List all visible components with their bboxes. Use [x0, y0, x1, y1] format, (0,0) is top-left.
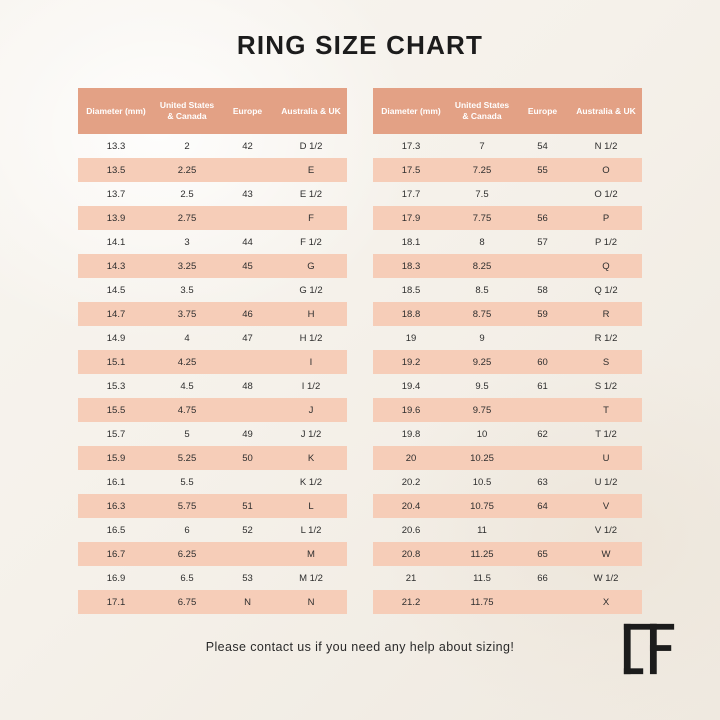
table-cell: 10	[476, 428, 488, 440]
table-cell: 15.3	[106, 380, 126, 392]
table-cell: 46	[220, 302, 275, 326]
table-cell	[220, 350, 275, 374]
table-row	[373, 158, 642, 182]
table-row	[78, 134, 347, 158]
table-row	[373, 230, 642, 254]
table-row	[373, 302, 642, 326]
table-cell: 13.5	[78, 158, 154, 182]
table-cell: 48	[242, 380, 253, 392]
table-cell: 19.2	[373, 350, 449, 374]
table-cell: 14.7	[78, 302, 154, 326]
table-cell: 56	[515, 206, 570, 230]
table-cell: 9.5	[475, 380, 489, 392]
table-cell: 15.1	[78, 350, 154, 374]
table-row	[373, 518, 642, 542]
table-cell: X	[570, 590, 642, 614]
table-cell: 66	[537, 572, 548, 584]
table-row	[78, 494, 347, 518]
table-row	[78, 350, 347, 374]
table-cell: 18.3	[373, 254, 449, 278]
table-cell: 53	[242, 572, 253, 584]
table-cell: S	[570, 350, 642, 374]
table-cell: 7.75	[449, 206, 515, 230]
table-cell: 19.4	[401, 380, 421, 392]
table-cell	[515, 518, 570, 542]
table-cell: P 1/2	[594, 236, 617, 248]
table-cell: 3.75	[154, 302, 220, 326]
table-cell: 3.5	[180, 284, 194, 296]
table-row	[373, 470, 642, 494]
column-header-australia-uk: Australia & UK	[570, 88, 642, 134]
table-row	[373, 254, 642, 278]
table-cell: 2.5	[180, 188, 194, 200]
column-header-europe: Europe	[220, 88, 275, 134]
table-cell: 55	[515, 158, 570, 182]
table-cell	[515, 254, 570, 278]
table-cell: I	[275, 350, 347, 374]
table-row	[373, 542, 642, 566]
table-cell	[515, 182, 570, 206]
table-cell: T 1/2	[595, 428, 617, 440]
table-cell: 2	[184, 140, 190, 152]
table-cell: 47	[242, 332, 253, 344]
column-header-us-canada: United States & Canada	[154, 88, 220, 134]
column-header-diameter: Diameter (mm)	[373, 88, 449, 134]
table-cell: Q 1/2	[594, 284, 618, 296]
table-row	[78, 374, 347, 398]
jf-monogram-logo	[620, 620, 678, 678]
table-cell: 16.1	[106, 476, 126, 488]
table-cell: 60	[515, 350, 570, 374]
table-cell: 9	[479, 332, 485, 344]
table-cell: 14.1	[106, 236, 126, 248]
table-cell: 54	[537, 140, 548, 152]
table-cell: 4.25	[154, 350, 220, 374]
table-cell: 4	[184, 332, 190, 344]
table-cell: 5.75	[154, 494, 220, 518]
table-cell: H 1/2	[299, 332, 323, 344]
table-cell: J 1/2	[300, 428, 322, 440]
table-cell	[220, 542, 275, 566]
table-cell: 2.25	[154, 158, 220, 182]
table-cell: 7.25	[449, 158, 515, 182]
table-cell: 20.4	[373, 494, 449, 518]
size-tables-container	[0, 88, 720, 614]
table-cell: N	[275, 590, 347, 614]
table-cell: 6.25	[154, 542, 220, 566]
table-cell: 4.75	[154, 398, 220, 422]
table-cell: 57	[537, 236, 548, 248]
table-cell: 8	[479, 236, 485, 248]
table-cell: 52	[242, 524, 253, 536]
table-cell: 50	[220, 446, 275, 470]
table-cell: 20.6	[401, 524, 421, 536]
table-row	[78, 326, 347, 350]
table-cell: N	[220, 590, 275, 614]
table-cell: 20.8	[373, 542, 449, 566]
column-header-us-canada: United States & Canada	[449, 88, 515, 134]
table-cell: 16.9	[106, 572, 126, 584]
table-cell: 11.5	[473, 572, 491, 584]
table-row	[78, 566, 347, 590]
table-cell: 61	[537, 380, 548, 392]
table-row	[373, 590, 642, 614]
table-row	[78, 518, 347, 542]
table-cell: F	[275, 206, 347, 230]
column-header-europe: Europe	[515, 88, 570, 134]
table-cell: 15.5	[78, 398, 154, 422]
table-cell: 11.25	[449, 542, 515, 566]
table-cell: 19	[405, 332, 417, 344]
table-row	[78, 206, 347, 230]
table-row	[373, 134, 642, 158]
table-row	[373, 182, 642, 206]
table-header-row	[373, 88, 642, 134]
table-cell: 64	[515, 494, 570, 518]
table-cell: P	[570, 206, 642, 230]
table-cell: 42	[242, 140, 253, 152]
table-cell: 5.5	[180, 476, 194, 488]
table-row	[78, 278, 347, 302]
table-cell: 19.6	[373, 398, 449, 422]
right-size-table	[373, 88, 642, 614]
table-cell: 43	[242, 188, 253, 200]
table-cell: 10.25	[449, 446, 515, 470]
table-cell	[220, 398, 275, 422]
table-cell: 8.75	[449, 302, 515, 326]
table-cell: 3.25	[154, 254, 220, 278]
table-row	[373, 566, 642, 590]
table-row	[78, 302, 347, 326]
table-cell	[515, 590, 570, 614]
table-cell: 17.3	[401, 140, 421, 152]
table-cell: V 1/2	[594, 524, 618, 536]
right-table-body	[373, 134, 642, 614]
table-cell: Q	[570, 254, 642, 278]
table-cell: 3	[184, 236, 190, 248]
table-cell: G	[275, 254, 347, 278]
table-cell: V	[570, 494, 642, 518]
table-cell: 44	[242, 236, 253, 248]
table-cell: 17.5	[373, 158, 449, 182]
table-cell: 17.7	[401, 188, 421, 200]
table-cell: L	[275, 494, 347, 518]
table-cell: 62	[537, 428, 548, 440]
table-cell: 13.7	[106, 188, 126, 200]
table-cell: O	[570, 158, 642, 182]
table-cell: N 1/2	[594, 140, 618, 152]
table-row	[78, 182, 347, 206]
table-cell: J	[275, 398, 347, 422]
table-cell: K	[275, 446, 347, 470]
table-cell: 5	[184, 428, 190, 440]
table-cell: H	[275, 302, 347, 326]
table-cell: E 1/2	[299, 188, 323, 200]
table-cell: 45	[220, 254, 275, 278]
table-cell: 10.75	[449, 494, 515, 518]
table-cell: 4.5	[180, 380, 194, 392]
table-cell: 18.1	[401, 236, 421, 248]
table-cell: K 1/2	[299, 476, 323, 488]
table-cell: R	[570, 302, 642, 326]
table-row	[373, 374, 642, 398]
table-cell: 21.2	[373, 590, 449, 614]
column-header-diameter: Diameter (mm)	[78, 88, 154, 134]
table-header-row	[78, 88, 347, 134]
table-row	[78, 590, 347, 614]
table-cell: 13.3	[106, 140, 126, 152]
table-cell: W 1/2	[593, 572, 619, 584]
table-row	[78, 398, 347, 422]
table-cell	[515, 446, 570, 470]
table-cell: 21	[405, 572, 417, 584]
table-row	[78, 230, 347, 254]
table-cell: M	[275, 542, 347, 566]
table-cell	[220, 278, 275, 302]
table-cell: 13.9	[78, 206, 154, 230]
table-row	[78, 422, 347, 446]
table-cell: 7.5	[475, 188, 489, 200]
table-cell: 15.9	[78, 446, 154, 470]
table-cell: 9.75	[449, 398, 515, 422]
table-row	[373, 326, 642, 350]
table-cell: R 1/2	[594, 332, 618, 344]
table-cell	[220, 206, 275, 230]
table-cell: 14.5	[106, 284, 126, 296]
table-cell: 16.5	[106, 524, 126, 536]
table-cell: U	[570, 446, 642, 470]
left-size-table	[78, 88, 347, 614]
table-cell: 17.9	[373, 206, 449, 230]
table-cell: 51	[220, 494, 275, 518]
table-cell	[220, 158, 275, 182]
footer-note: Please contact us if you need any help about sizing!	[205, 640, 515, 654]
table-cell: 58	[537, 284, 548, 296]
table-cell: 14.9	[106, 332, 126, 344]
table-cell: 11.75	[449, 590, 515, 614]
table-row	[373, 422, 642, 446]
table-row	[78, 158, 347, 182]
table-cell: 18.5	[401, 284, 421, 296]
table-cell: 59	[515, 302, 570, 326]
table-cell: D 1/2	[299, 140, 323, 152]
table-cell: 17.1	[78, 590, 154, 614]
table-row	[78, 470, 347, 494]
table-cell: 10.5	[472, 476, 492, 488]
table-cell: L 1/2	[300, 524, 322, 536]
table-cell: 6.5	[180, 572, 194, 584]
table-cell: T	[570, 398, 642, 422]
table-row	[373, 206, 642, 230]
table-cell: F 1/2	[300, 236, 322, 248]
table-row	[78, 254, 347, 278]
table-cell: 16.7	[78, 542, 154, 566]
table-cell: 8.5	[475, 284, 489, 296]
table-cell: 15.7	[106, 428, 126, 440]
table-cell: 20.2	[401, 476, 421, 488]
table-row	[373, 278, 642, 302]
table-cell	[220, 470, 275, 494]
table-cell: 9.25	[449, 350, 515, 374]
table-cell: G 1/2	[299, 284, 323, 296]
table-row	[373, 350, 642, 374]
table-cell: 19.8	[401, 428, 421, 440]
table-cell: 16.3	[78, 494, 154, 518]
table-cell: E	[275, 158, 347, 182]
table-cell: 18.8	[373, 302, 449, 326]
table-cell: M 1/2	[299, 572, 323, 584]
table-cell: 63	[537, 476, 548, 488]
table-cell: O 1/2	[594, 188, 618, 200]
table-cell	[515, 326, 570, 350]
table-row	[373, 446, 642, 470]
table-cell: 6.75	[154, 590, 220, 614]
table-cell: 5.25	[154, 446, 220, 470]
table-cell: 14.3	[78, 254, 154, 278]
table-cell: 49	[242, 428, 253, 440]
table-cell: I 1/2	[301, 380, 321, 392]
table-cell: 65	[515, 542, 570, 566]
table-cell: 6	[184, 524, 190, 536]
left-table-body	[78, 134, 347, 614]
page-title: RING SIZE CHART	[236, 30, 484, 60]
table-cell: 8.25	[449, 254, 515, 278]
table-cell: U 1/2	[594, 476, 618, 488]
table-cell: S 1/2	[594, 380, 618, 392]
table-cell: 20	[373, 446, 449, 470]
table-row	[373, 494, 642, 518]
column-header-australia-uk: Australia & UK	[275, 88, 347, 134]
table-cell: 7	[479, 140, 485, 152]
table-row	[78, 446, 347, 470]
table-row	[373, 398, 642, 422]
table-cell: 2.75	[154, 206, 220, 230]
table-cell	[515, 398, 570, 422]
table-row	[78, 542, 347, 566]
table-cell: W	[570, 542, 642, 566]
table-cell: 11	[477, 524, 487, 536]
